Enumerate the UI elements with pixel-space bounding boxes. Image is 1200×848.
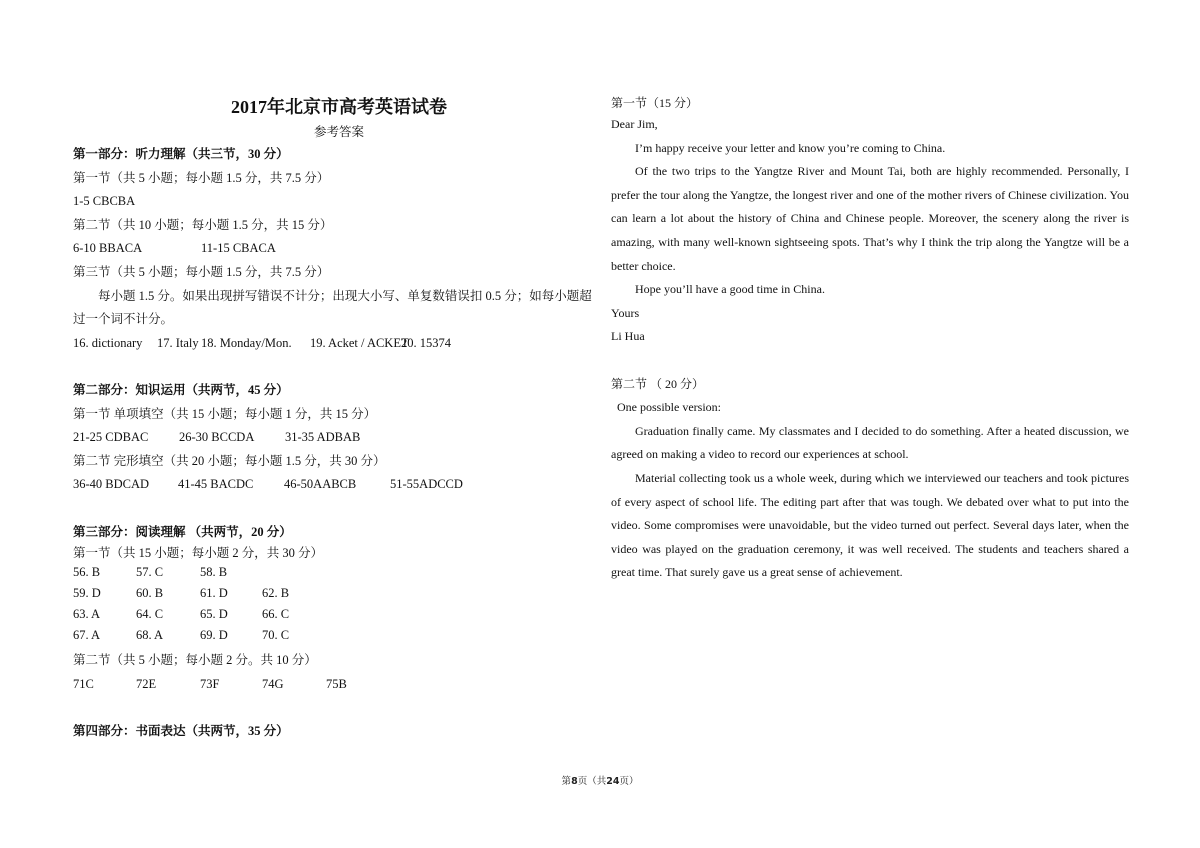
page-title: 2017年北京市高考英语试卷 <box>231 97 447 117</box>
writing2-heading: 第二节 （ 20 分） <box>611 376 705 391</box>
page-number: 8 <box>571 776 578 787</box>
answer-item: 20. 15374 <box>401 335 451 350</box>
answer-item <box>262 562 322 583</box>
part1-section2-heading: 第二节（共 10 小题；每小题 1.5 分，共 15 分） <box>73 217 333 232</box>
page-footer <box>0 773 1200 787</box>
answer-group: 6-10 BBACA <box>73 241 143 256</box>
part1-section3-answers <box>73 332 593 356</box>
part2-section1-heading: 第一节 单项填空（共 15 小题；每小题 1 分，共 15 分） <box>73 406 377 421</box>
part1-section2-answers <box>73 237 593 261</box>
part1-section1-heading: 第一节（共 5 小题；每小题 1.5 分，共 7.5 分） <box>73 170 330 185</box>
essay-paragraph: Material collecting took us a whole week, during which we interviewed our teachers and took pictures of every aspect of school life. The editing part after that was tough. We debated over what to put into the video. Some compromises were unavoidable, but the video turned out perfect. Several days later, when the video was played on the graduation ceremony, it was well received. The students and teachers shared a great time. That surely gave us a great sense of achievement. <box>611 470 1129 580</box>
answer-row <box>73 604 593 625</box>
answer-group: 11-15 CBACA <box>201 241 276 256</box>
answer-item: 64. C <box>136 607 164 622</box>
part1-section1-answers: 1-5 CBCBA <box>73 194 136 209</box>
page-subtitle: 参考答案 <box>313 125 364 139</box>
essay-paragraph: Graduation finally came. My classmates and I decided to do something. After a heated discussion, we agreed on making a video to record our experiences at school. <box>611 423 1129 462</box>
answer-group: 41-45 BACDC <box>178 477 254 492</box>
answer-row <box>73 625 593 646</box>
answer-item: 67. A <box>73 628 101 643</box>
writing-answers-column <box>611 93 1129 585</box>
part2-section2-heading: 第二节 完形填空（共 20 小题；每小题 1.5 分，共 30 分） <box>73 453 386 468</box>
part3-section1-heading: 第一节（共 15 小题；每小题 2 分，共 30 分） <box>73 546 324 561</box>
footer-text: 第 <box>561 776 572 787</box>
answer-group: 21-25 CDBAC <box>73 430 149 445</box>
answer-item: 65. D <box>200 607 228 622</box>
answer-item: 61. D <box>200 586 228 601</box>
letter-paragraph: Hope you’ll have a good time in China. <box>635 282 825 297</box>
answer-group: 36-40 BDCAD <box>73 477 150 492</box>
answer-group: 26-30 BCCDA <box>179 430 255 445</box>
writing2-version-label: One possible version: <box>617 400 721 415</box>
answer-item: 59. D <box>73 586 101 601</box>
answer-item: 68. A <box>136 628 164 643</box>
part2-section2-answers <box>73 473 593 497</box>
answer-item: 58. B <box>200 565 228 580</box>
answer-item: 71C <box>73 676 94 691</box>
answer-item: 60. B <box>136 586 164 601</box>
footer-text: 页） <box>619 776 639 787</box>
part3-section2-heading: 第二节（共 5 小题；每小题 2 分。共 10 分） <box>73 653 317 668</box>
letter-closing: Yours <box>611 305 640 320</box>
page-total: 24 <box>606 776 620 787</box>
part2-section1-answers <box>73 426 593 450</box>
answer-row <box>73 562 593 583</box>
part3-heading: 第三部分：阅读理解 （共两节，20 分） <box>73 524 292 539</box>
answer-item: 16. dictionary <box>73 335 143 350</box>
answer-item: 75B <box>326 676 347 691</box>
answer-group: 46-50AABCB <box>284 477 357 492</box>
answer-item: 62. B <box>262 586 290 601</box>
answer-item: 72E <box>136 676 157 691</box>
answer-item: 70. C <box>262 628 290 643</box>
part3-section2-answers <box>73 673 593 697</box>
answer-item: 69. D <box>200 628 228 643</box>
answer-item: 56. B <box>73 565 101 580</box>
answer-item: 63. A <box>73 607 101 622</box>
answer-group: 51-55ADCCD <box>390 477 463 492</box>
answer-group: 31-35 ADBAB <box>285 430 361 445</box>
answer-item: 66. C <box>262 607 290 622</box>
answer-item: 73F <box>200 676 220 691</box>
part1-section3-heading: 第三节（共 5 小题；每小题 1.5 分，共 7.5 分） <box>73 264 330 279</box>
answer-item: 18. Monday/Mon. <box>201 335 292 350</box>
letter-paragraph: I’m happy receive your letter and know you’re coming to China. <box>635 140 946 155</box>
answer-item: 57. C <box>136 565 164 580</box>
writing1-heading: 第一节（15 分） <box>611 96 699 110</box>
letter-paragraph: Of the two trips to the Yangtze River and Mount Tai, both are highly recommended. Personally, I prefer the tour along the Yangtze, the longest river and one of the mother rivers of Chinese civilization. You can learn a lot about the history of China and Chinese people. Moreover, the scenery along the river is amazing, with many well-known sightseeing spots. That’s why I think the trip along the Yangtze will be a better choice. <box>611 164 1129 273</box>
part1-heading: 第一部分：听力理解（共三节，30 分） <box>73 147 289 161</box>
answer-item: 17. Italy <box>157 335 199 350</box>
answer-key-column <box>73 93 593 743</box>
letter-signature: Li Hua <box>611 329 645 344</box>
letter-greeting: Dear Jim, <box>611 117 658 131</box>
answer-row <box>73 583 593 604</box>
part1-section3-note: 每小题 1.5 分。如果出现拼写错误不计分；出现大小写、单复数错误扣 0.5 分；如每小题超过一个词不计分。 <box>73 288 592 327</box>
answer-item: 19. Acket / ACKET <box>310 335 409 350</box>
footer-text: 页（共 <box>577 776 607 787</box>
part4-heading: 第四部分：书面表达（共两节，35 分） <box>73 723 289 738</box>
part2-heading: 第二部分：知识运用（共两节，45 分） <box>73 382 289 397</box>
answer-item: 74G <box>262 676 284 691</box>
